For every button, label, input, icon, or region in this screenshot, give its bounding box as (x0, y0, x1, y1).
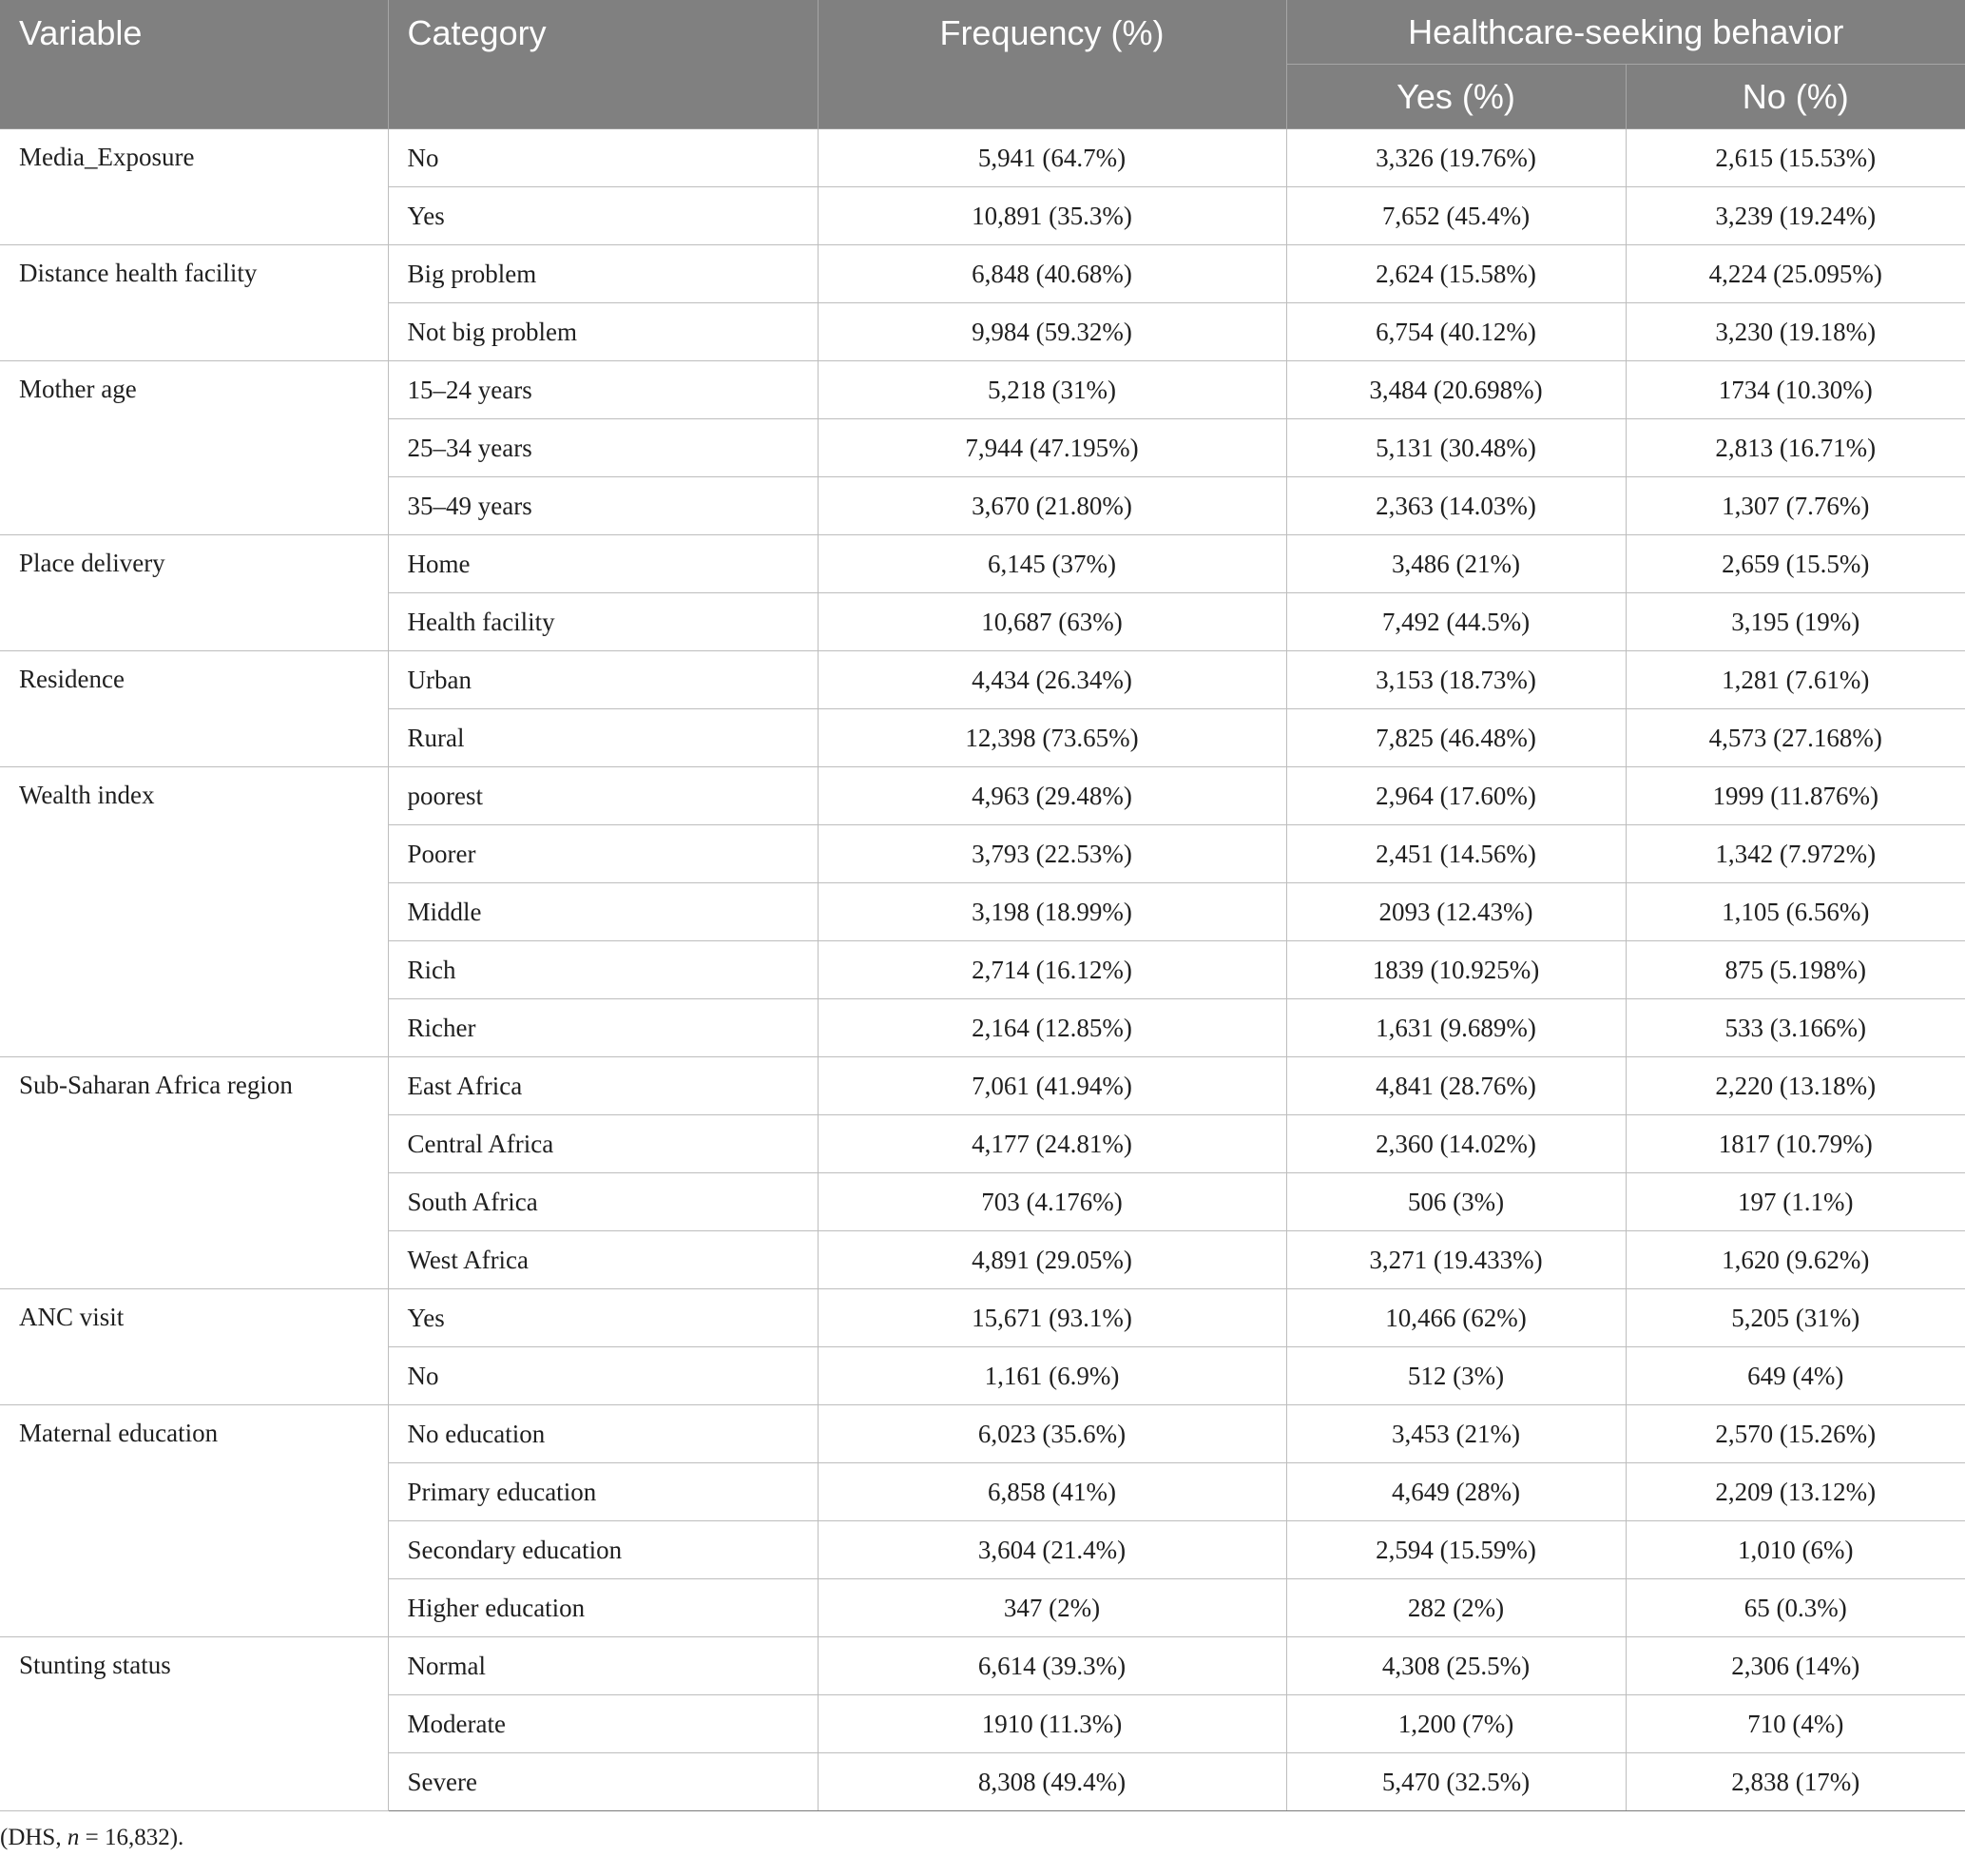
frequency-cell: 10,687 (63%) (818, 593, 1286, 651)
category-cell: Health facility (388, 593, 818, 651)
table-row (0, 767, 1965, 825)
yes-cell: 282 (2%) (1286, 1579, 1626, 1637)
yes-cell: 2093 (12.43%) (1286, 883, 1626, 941)
category-cell: Home (388, 535, 818, 593)
frequency-cell: 6,848 (40.68%) (818, 245, 1286, 303)
table-row (0, 1637, 1965, 1695)
variable-cell: Residence (0, 651, 388, 767)
category-cell: 25–34 years (388, 419, 818, 477)
category-cell: Primary education (388, 1463, 818, 1521)
no-cell: 1817 (10.79%) (1626, 1115, 1965, 1173)
no-cell: 1734 (10.30%) (1626, 361, 1965, 419)
category-cell: Central Africa (388, 1115, 818, 1173)
frequency-cell: 15,671 (93.1%) (818, 1289, 1286, 1347)
category-cell: Yes (388, 187, 818, 245)
frequency-cell: 5,941 (64.7%) (818, 129, 1286, 187)
yes-cell: 3,453 (21%) (1286, 1405, 1626, 1463)
frequency-cell: 6,145 (37%) (818, 535, 1286, 593)
table-row (0, 651, 1965, 709)
frequency-cell: 6,023 (35.6%) (818, 1405, 1286, 1463)
category-cell: No (388, 129, 818, 187)
frequency-cell: 8,308 (49.4%) (818, 1753, 1286, 1811)
category-cell: South Africa (388, 1173, 818, 1231)
yes-cell: 2,360 (14.02%) (1286, 1115, 1626, 1173)
frequency-cell: 2,714 (16.12%) (818, 941, 1286, 999)
category-cell: No (388, 1347, 818, 1405)
yes-cell: 3,484 (20.698%) (1286, 361, 1626, 419)
category-cell: 15–24 years (388, 361, 818, 419)
frequency-cell: 4,434 (26.34%) (818, 651, 1286, 709)
category-cell: Richer (388, 999, 818, 1057)
frequency-cell: 2,164 (12.85%) (818, 999, 1286, 1057)
frequency-cell: 9,984 (59.32%) (818, 303, 1286, 361)
frequency-cell: 6,614 (39.3%) (818, 1637, 1286, 1695)
frequency-cell: 1,161 (6.9%) (818, 1347, 1286, 1405)
frequency-cell: 703 (4.176%) (818, 1173, 1286, 1231)
category-cell: Higher education (388, 1579, 818, 1637)
frequency-cell: 3,670 (21.80%) (818, 477, 1286, 535)
header-no: No (%) (1626, 65, 1965, 129)
category-cell: East Africa (388, 1057, 818, 1115)
table-row (0, 1289, 1965, 1347)
category-cell: Poorer (388, 825, 818, 883)
no-cell: 5,205 (31%) (1626, 1289, 1965, 1347)
table-row (0, 535, 1965, 593)
no-cell: 710 (4%) (1626, 1695, 1965, 1753)
category-cell: Normal (388, 1637, 818, 1695)
yes-cell: 5,131 (30.48%) (1286, 419, 1626, 477)
yes-cell: 6,754 (40.12%) (1286, 303, 1626, 361)
category-cell: Urban (388, 651, 818, 709)
no-cell: 3,239 (19.24%) (1626, 187, 1965, 245)
no-cell: 2,220 (13.18%) (1626, 1057, 1965, 1115)
category-cell: Rural (388, 709, 818, 767)
variable-cell: Sub-Saharan Africa region (0, 1057, 388, 1289)
category-cell: West Africa (388, 1231, 818, 1289)
no-cell: 1,281 (7.61%) (1626, 651, 1965, 709)
yes-cell: 3,153 (18.73%) (1286, 651, 1626, 709)
no-cell: 2,615 (15.53%) (1626, 129, 1965, 187)
footnote-prefix: (DHS, (0, 1825, 67, 1850)
variable-cell: Stunting status (0, 1637, 388, 1811)
frequency-cell: 3,793 (22.53%) (818, 825, 1286, 883)
no-cell: 2,813 (16.71%) (1626, 419, 1965, 477)
variable-cell: Place delivery (0, 535, 388, 651)
frequency-cell: 3,198 (18.99%) (818, 883, 1286, 941)
frequency-cell: 4,963 (29.48%) (818, 767, 1286, 825)
yes-cell: 3,486 (21%) (1286, 535, 1626, 593)
category-cell: Yes (388, 1289, 818, 1347)
header-yes: Yes (%) (1286, 65, 1626, 129)
no-cell: 3,195 (19%) (1626, 593, 1965, 651)
yes-cell: 1,200 (7%) (1286, 1695, 1626, 1753)
no-cell: 1,105 (6.56%) (1626, 883, 1965, 941)
yes-cell: 506 (3%) (1286, 1173, 1626, 1231)
category-cell: poorest (388, 767, 818, 825)
footnote-suffix: = 16,832). (79, 1825, 184, 1850)
yes-cell: 7,825 (46.48%) (1286, 709, 1626, 767)
no-cell: 2,838 (17%) (1626, 1753, 1965, 1811)
frequency-cell: 12,398 (73.65%) (818, 709, 1286, 767)
frequency-cell: 3,604 (21.4%) (818, 1521, 1286, 1579)
yes-cell: 5,470 (32.5%) (1286, 1753, 1626, 1811)
frequency-cell: 4,177 (24.81%) (818, 1115, 1286, 1173)
category-cell: Rich (388, 941, 818, 999)
variable-cell: Mother age (0, 361, 388, 535)
yes-cell: 4,841 (28.76%) (1286, 1057, 1626, 1115)
yes-cell: 2,594 (15.59%) (1286, 1521, 1626, 1579)
variable-cell: Media_Exposure (0, 129, 388, 245)
no-cell: 4,573 (27.168%) (1626, 709, 1965, 767)
yes-cell: 10,466 (62%) (1286, 1289, 1626, 1347)
frequency-cell: 347 (2%) (818, 1579, 1286, 1637)
header-frequency: Frequency (%) (818, 0, 1286, 129)
category-cell: Big problem (388, 245, 818, 303)
table-row (0, 1405, 1965, 1463)
category-cell: 35–49 years (388, 477, 818, 535)
no-cell: 1,307 (7.76%) (1626, 477, 1965, 535)
yes-cell: 2,363 (14.03%) (1286, 477, 1626, 535)
yes-cell: 2,624 (15.58%) (1286, 245, 1626, 303)
yes-cell: 2,964 (17.60%) (1286, 767, 1626, 825)
table-row (0, 129, 1965, 187)
frequency-cell: 5,218 (31%) (818, 361, 1286, 419)
category-cell: Not big problem (388, 303, 818, 361)
category-cell: Moderate (388, 1695, 818, 1753)
no-cell: 1,342 (7.972%) (1626, 825, 1965, 883)
no-cell: 2,306 (14%) (1626, 1637, 1965, 1695)
table-row (0, 1057, 1965, 1115)
variable-cell: ANC visit (0, 1289, 388, 1405)
yes-cell: 2,451 (14.56%) (1286, 825, 1626, 883)
frequency-cell: 4,891 (29.05%) (818, 1231, 1286, 1289)
no-cell: 1999 (11.876%) (1626, 767, 1965, 825)
no-cell: 65 (0.3%) (1626, 1579, 1965, 1637)
no-cell: 533 (3.166%) (1626, 999, 1965, 1057)
yes-cell: 3,326 (19.76%) (1286, 129, 1626, 187)
table-row (0, 361, 1965, 419)
no-cell: 875 (5.198%) (1626, 941, 1965, 999)
table-header (0, 0, 1965, 129)
header-variable: Variable (0, 0, 388, 129)
no-cell: 1,620 (9.62%) (1626, 1231, 1965, 1289)
category-cell: No education (388, 1405, 818, 1463)
no-cell: 1,010 (6%) (1626, 1521, 1965, 1579)
frequency-cell: 1910 (11.3%) (818, 1695, 1286, 1753)
category-cell: Secondary education (388, 1521, 818, 1579)
yes-cell: 7,652 (45.4%) (1286, 187, 1626, 245)
variable-cell: Distance health facility (0, 245, 388, 361)
variable-cell: Maternal education (0, 1405, 388, 1637)
no-cell: 2,570 (15.26%) (1626, 1405, 1965, 1463)
yes-cell: 4,308 (25.5%) (1286, 1637, 1626, 1695)
no-cell: 649 (4%) (1626, 1347, 1965, 1405)
yes-cell: 4,649 (28%) (1286, 1463, 1626, 1521)
header-category: Category (388, 0, 818, 129)
frequency-cell: 7,061 (41.94%) (818, 1057, 1286, 1115)
no-cell: 4,224 (25.095%) (1626, 245, 1965, 303)
frequency-cell: 7,944 (47.195%) (818, 419, 1286, 477)
table-row (0, 245, 1965, 303)
variable-cell: Wealth index (0, 767, 388, 1057)
category-cell: Middle (388, 883, 818, 941)
header-healthcare-seeking-behavior: Healthcare-seeking behavior (1286, 0, 1965, 65)
yes-cell: 1839 (10.925%) (1286, 941, 1626, 999)
frequency-cell: 6,858 (41%) (818, 1463, 1286, 1521)
yes-cell: 3,271 (19.433%) (1286, 1231, 1626, 1289)
footnote-n-symbol: n (67, 1825, 80, 1850)
yes-cell: 1,631 (9.689%) (1286, 999, 1626, 1057)
no-cell: 197 (1.1%) (1626, 1173, 1965, 1231)
yes-cell: 512 (3%) (1286, 1347, 1626, 1405)
table-body (0, 129, 1965, 1811)
table-footnote (0, 1811, 1965, 1851)
yes-cell: 7,492 (44.5%) (1286, 593, 1626, 651)
no-cell: 2,209 (13.12%) (1626, 1463, 1965, 1521)
no-cell: 3,230 (19.18%) (1626, 303, 1965, 361)
no-cell: 2,659 (15.5%) (1626, 535, 1965, 593)
category-cell: Severe (388, 1753, 818, 1811)
frequency-cell: 10,891 (35.3%) (818, 187, 1286, 245)
